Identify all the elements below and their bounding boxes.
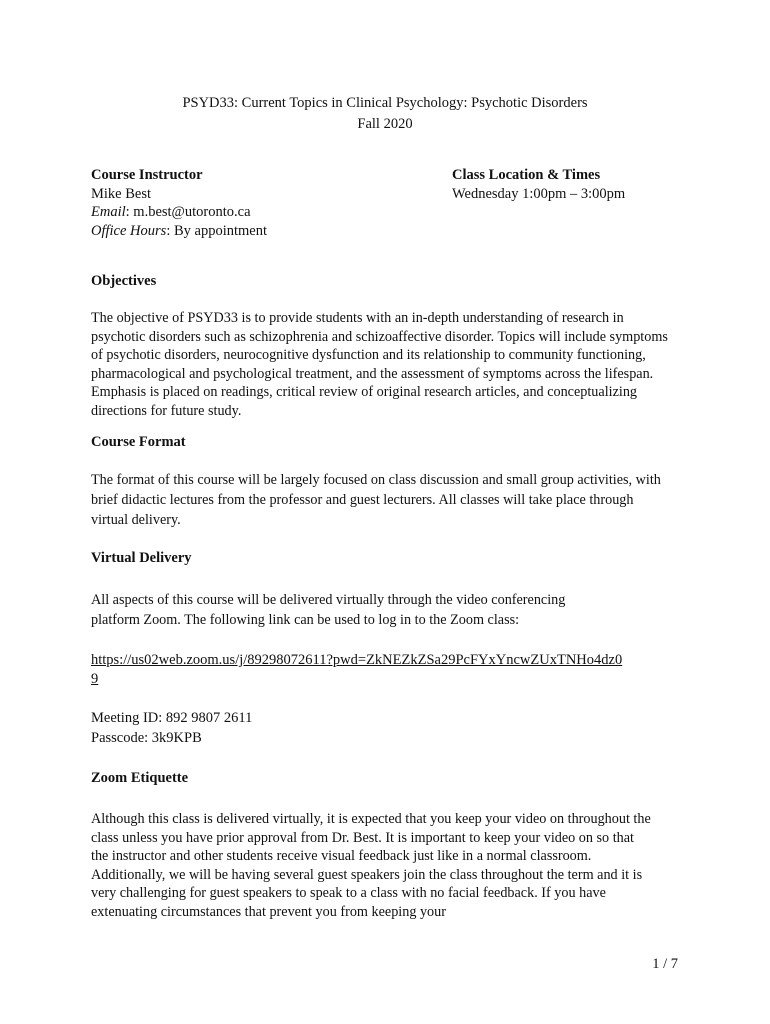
zoom-etiquette-heading: Zoom Etiquette [91,770,189,786]
zoom-link-line2[interactable]: 9 [91,671,99,687]
course-term: Fall 2020 [357,116,413,132]
instructor-office-hours [91,222,267,241]
zoom-link-line1[interactable]: https://us02web.zoom.us/j/89298072611?pwd=ZkNEZkZSa29PcFYxYncwZUxTNHo4dz0 [91,652,623,668]
course-format-text: The format of this course will be largely focused on class discussion and small group activities, with brief didactic lectures from the professor and guest lecturers. All classes will take place through virtual delivery. [91,472,661,528]
objectives-heading: Objectives [91,273,157,289]
page-number: 1 / 7 [652,956,678,972]
instructor-heading: Course Instructor [91,167,203,183]
location-heading: Class Location & Times [452,167,601,183]
office-hours-value: : By appointment [166,222,267,239]
zoom-link[interactable] [91,651,622,689]
course-title: PSYD33: Current Topics in Clinical Psychology: Psychotic Disorders [182,95,588,111]
passcode: Passcode: 3k9KPB [91,730,202,746]
virtual-delivery-heading: Virtual Delivery [91,550,192,566]
office-hours-label: Office Hours [91,222,167,239]
instructor-name: Mike Best [91,185,152,202]
class-time: Wednesday 1:00pm – 3:00pm [452,185,626,202]
virtual-delivery-text: All aspects of this course will be delivered virtually through the video conferencing platform Zoom. The following link can be used to log in to the Zoom class: [91,592,566,628]
location-block [452,166,625,203]
course-format-heading: Course Format [91,434,186,450]
meeting-id: Meeting ID: 892 9807 2611 [91,710,253,726]
email-label: Email [91,204,126,220]
zoom-etiquette-text: Although this class is delivered virtually, it is expected that you keep your video on throughout the class unless you have prior approval from Dr. Best. It is important to keep your video on so that the instructor and other students receive visual feedback just like in a normal classroom. Additionally, we will be having several guest speakers join the class throughout the term and it is very challenging for guest speakers to speak to a class with no facial feedback. If you have extenuating circumstances that prevent you from keeping your [91,811,651,920]
email-value: : m.best@utoronto.ca [125,204,251,220]
objectives-text: The objective of PSYD33 is to provide students with an in-depth understanding of research in psychotic disorders such as schizophrenia and schizoaffective disorder. Topics will include symptoms of psychotic disorders, neurocognitive dysfunction and its relationship to community functioning, pharmacological and psychological treatment, and the assessment of symptoms across the lifespan. Emphasis is placed on readings, critical review of original research articles, and conceptualizing directions for future study. [91,310,668,419]
instructor-email [91,203,267,222]
instructor-block [91,166,267,240]
